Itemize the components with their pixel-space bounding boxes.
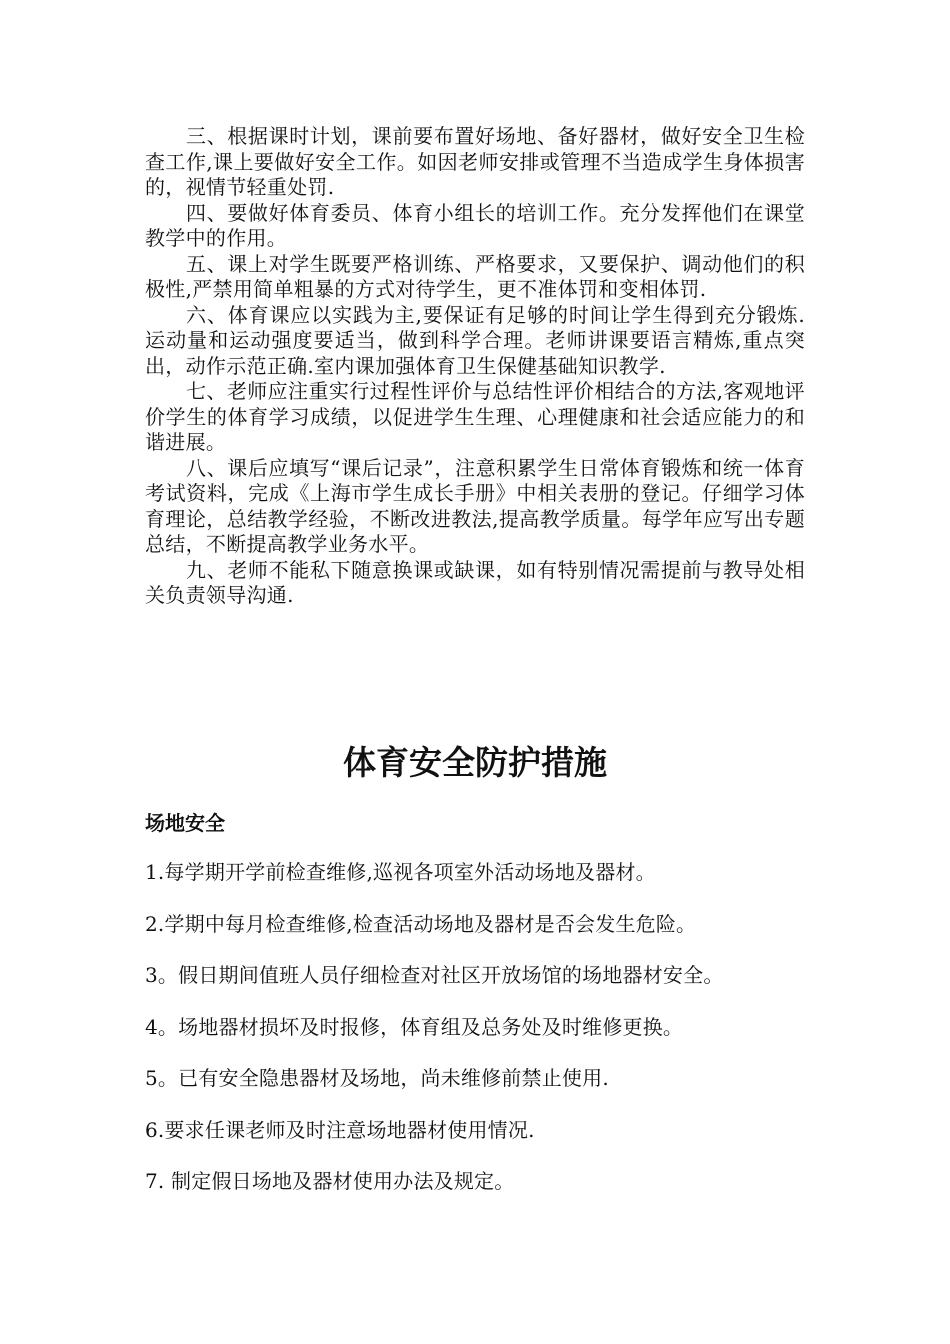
document-title: 体育安全防护措施: [343, 743, 607, 782]
rule-paragraph: 四、要做好体育委员、体育小组长的培训工作。充分发挥他们在课堂教学中的作用。: [145, 200, 805, 250]
rule-paragraph: 三、根据课时计划，课前要布置好场地、备好器材，做好安全卫生检查工作,课上要做好安全工作。如因老师安排或管理不当造成学生身体损害的，视情节轻重处罚.: [145, 124, 805, 199]
list-item: 1.每学期开学前检查维修,巡视各项室外活动场地及器材。: [145, 860, 656, 884]
list-item: 7. 制定假日场地及器材使用办法及规定。: [145, 1169, 515, 1193]
rule-paragraph: 九、老师不能私下随意换课或缺课，如有特别情况需提前与教导处相关负责领导沟通.: [145, 557, 805, 607]
rule-paragraph: 六、体育课应以实践为主,要保证有足够的时间让学生得到充分锻炼.运动量和运动强度要适当，做到科学合理。老师讲课要语言精炼,重点突出，动作示范正确.室内课加强体育卫生保健基础知识教学.: [145, 302, 805, 378]
rules-body: [145, 124, 805, 609]
list-item: 4。场地器材损坏及时报修，体育组及总务处及时维修更换。: [145, 1014, 684, 1039]
section-heading: 场地安全: [145, 811, 225, 835]
list-item: 6.要求任课老师及时注意场地器材使用情况.: [145, 1117, 535, 1142]
rule-paragraph: 七、老师应注重实行过程性评价与总结性评价相结合的方法,客观地评价学生的体育学习成绩，以促进学生生理、心理健康和社会适应能力的和谐进展。: [145, 379, 805, 454]
list-item: 5。已有安全隐患器材及场地，尚未维修前禁止使用.: [145, 1066, 609, 1090]
list-item: 3。假日期间值班人员仔细检查对社区开放场馆的场地器材安全。: [145, 963, 724, 987]
list-item: 2.学期中每月检查维修,检查活动场地及器材是否会发生危险。: [145, 911, 697, 936]
safety-item-list: [145, 859, 825, 1220]
rule-paragraph: 八、课后应填写“课后记录”，注意积累学生日常体育锻炼和统一体育考试资料，完成《上海市学生成长手册》中相关表册的登记。仔细学习体育理论，总结教学经验，不断改进教法,提高教学质量。每学年应写出专题总结，不断提高教学业务水平。: [145, 455, 805, 556]
rule-paragraph: 五、课上对学生既要严格训练、严格要求，又要保护、调动他们的积极性,严禁用简单粗暴的方式对待学生，更不准体罚和变相体罚.: [145, 251, 805, 301]
